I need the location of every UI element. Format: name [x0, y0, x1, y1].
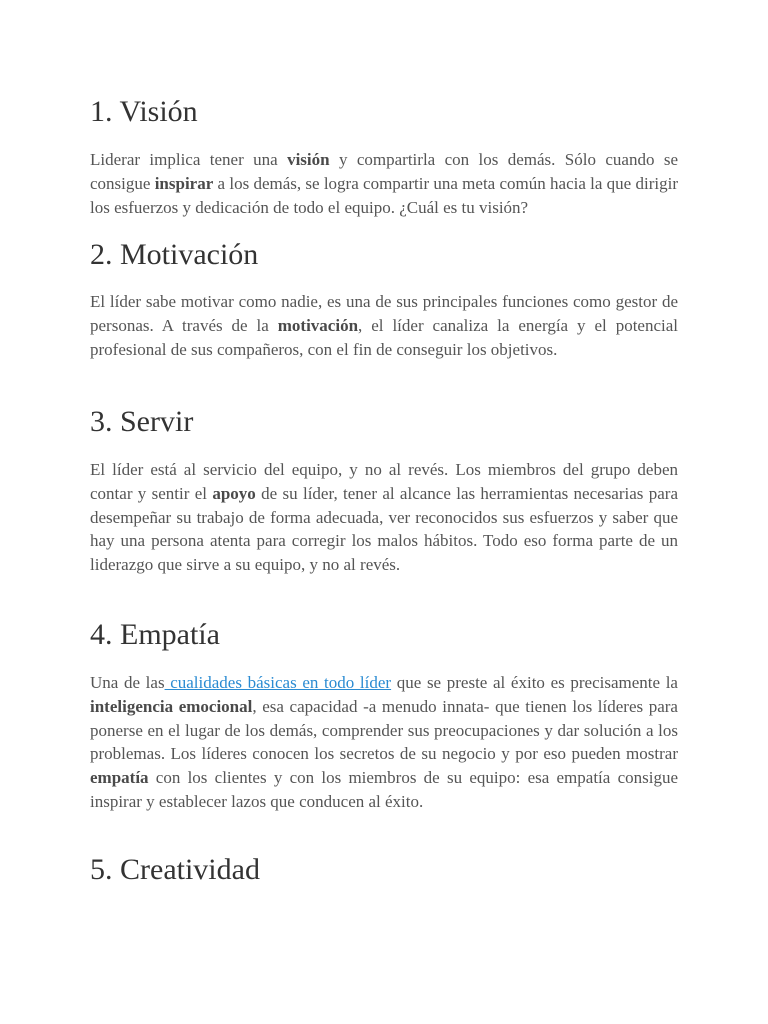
paragraph-motivacion: El líder sabe motivar como nadie, es una de sus principales funciones como gestor de personas. A través de la motivación, el líder canaliza la energía y el potencial profesional de sus compañeros, con el fin de conseguir los objetivos. — [90, 292, 678, 359]
heading-vision: 1. Visión — [90, 95, 198, 128]
bold-apoyo: apoyo — [212, 483, 256, 503]
bold-inspirar: inspirar — [154, 173, 214, 193]
heading-motivacion: 2. Motivación — [90, 238, 259, 271]
bold-inteligencia-emocional: inteligencia emocional — [90, 696, 253, 716]
bold-vision: visión — [287, 150, 330, 169]
heading-empatia: 4. Empatía — [90, 618, 220, 651]
bold-empatia: empatía — [90, 768, 149, 788]
paragraph-empatia: Una de las cualidades básicas en todo líder que se preste al éxito es precisamente la inteligencia emocional, esa capacidad -a menudo innata- que tienen los líderes para ponerse en el lugar de los demás, comprender sus preocupaciones y dar solución a los problemas. Los líderes conocen los secretos de su negocio y por eso pueden mostrar empatía con los clientes y con los miembros de su equipo: esa empatía consigue inspirar y establecer lazos que conducen al éxito. — [90, 673, 678, 811]
heading-creatividad: 5. Creatividad — [90, 853, 260, 886]
link-cualidades-basicas[interactable]: cualidades básicas en todo líder — [164, 673, 392, 692]
paragraph-servir: El líder está al servicio del equipo, y no al revés. Los miembros del grupo deben contar y sentir el apoyo de su líder, tener al alcance las herramientas necesarias para desempeñar su trabajo de forma adecuada, ver reconocidos sus esfuerzos y saber que hay una persona atenta para corregir los malos hábitos. Todo eso forma parte de un liderazgo que sirve a su equipo, y no al revés. — [90, 460, 678, 575]
bold-motivacion: motivación — [277, 315, 359, 335]
heading-servir: 3. Servir — [90, 405, 194, 438]
paragraph-vision: Liderar implica tener una visión y compartirla con los demás. Sólo cuando se consigue inspirar a los demás, se logra compartir una meta común hacia la que dirigir los esfuerzos y dedicación de todo el equipo. ¿Cuál es tu visión? — [90, 150, 678, 217]
